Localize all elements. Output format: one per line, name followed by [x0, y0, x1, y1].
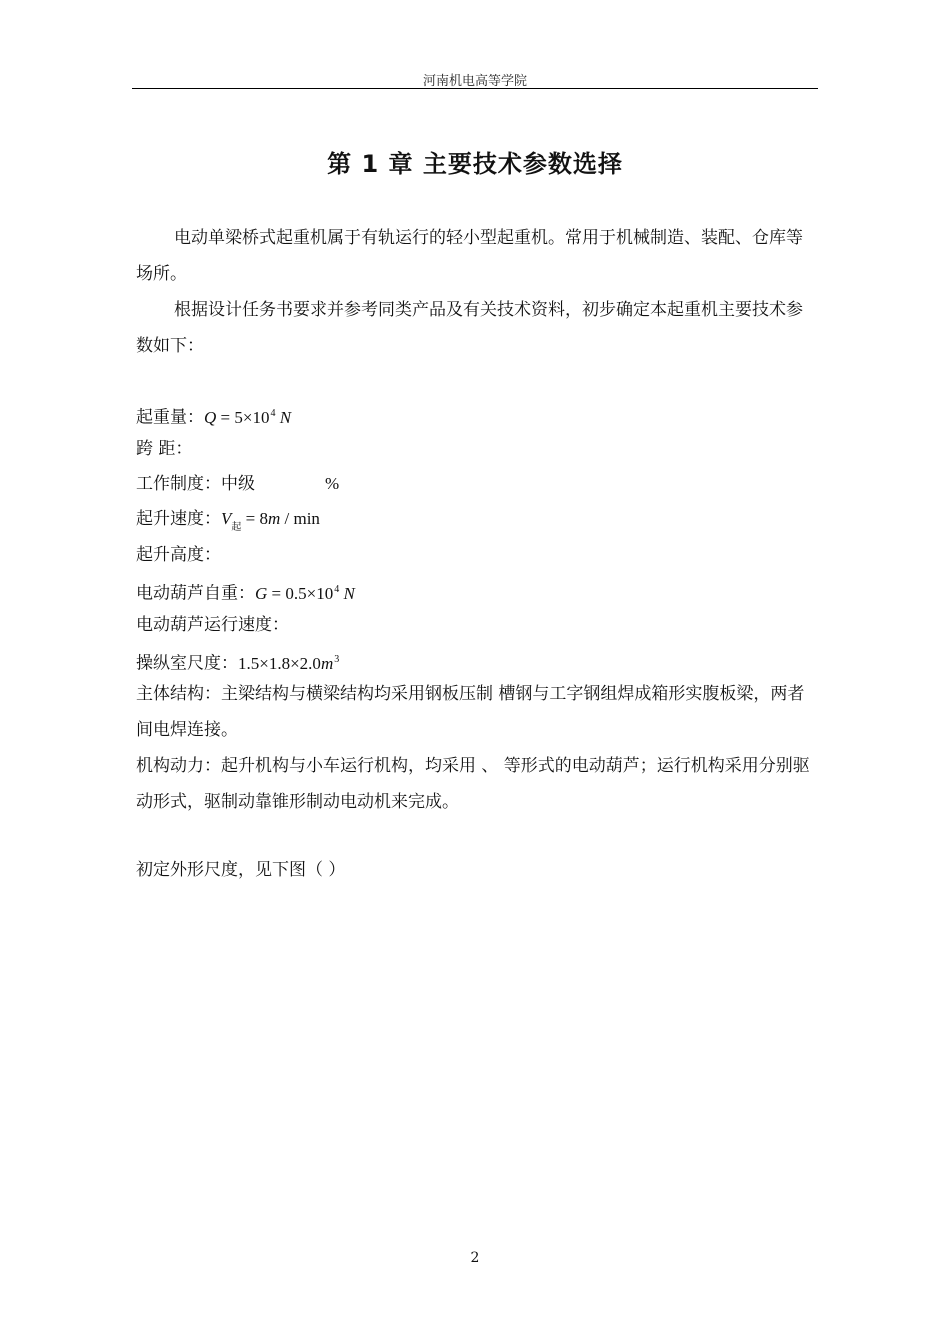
capacity-formula: $Q = 5\times 10^4$ N	[204, 407, 292, 427]
param-hoist-speed: 电动葫芦运行速度：	[136, 615, 289, 635]
param-span: 跨 距：	[136, 439, 193, 459]
intro-paragraph-1: 电动单梁桥式起重机属于有轨运行的轻小型起重机。常用于机械制造、装配、仓库等场所。	[136, 228, 803, 284]
cab-size-formula: $1.5\times 1.8\times 2.0m^3$	[238, 653, 340, 673]
param-lift-height: 起升高度：	[136, 545, 221, 565]
param-structure: 主体结构：主梁结构与横梁结构均采用钢板压制 槽钢与工字钢组焊成箱形实腹板梁，两者间电焊连接。	[136, 684, 805, 740]
header-rule	[132, 88, 818, 89]
page-header: 河南机电高等学院	[422, 74, 527, 89]
intro-paragraph-2: 根据设计任务书要求并参考同类产品及有关技术资料，初步确定本起重机主要技术参数如下：	[136, 300, 803, 356]
hoist-weight-formula: $G = 0.5\times 10^4$ N	[255, 583, 355, 603]
param-label: 操纵室尺度：	[136, 653, 238, 674]
param-cab-size	[136, 648, 339, 676]
lift-speed-formula: $V_起 = 8m / \min$	[221, 509, 320, 533]
param-mechanism: 机构动力：起升机构与小车运行机构，均采用 、 等形式的电动葫芦；运行机构采用分别驱动形式，驱制动靠锥形制动电动机来完成。	[136, 756, 810, 812]
page-number: 2	[470, 1250, 480, 1266]
param-hoist-weight	[136, 578, 355, 606]
param-lift-speed	[136, 507, 320, 540]
param-label: 工作制度：中级	[136, 474, 255, 494]
duty-percent: %	[325, 474, 340, 493]
param-label: 起升速度：	[136, 509, 221, 529]
param-label: 起重量：	[136, 407, 204, 428]
chapter-title: 第 1 章 主要技术参数选择	[327, 150, 623, 178]
figure-reference: 初定外形尺度，见下图（ ）	[136, 860, 346, 880]
param-duty	[136, 472, 339, 496]
param-capacity	[136, 402, 291, 430]
param-label: 电动葫芦自重：	[136, 583, 255, 604]
